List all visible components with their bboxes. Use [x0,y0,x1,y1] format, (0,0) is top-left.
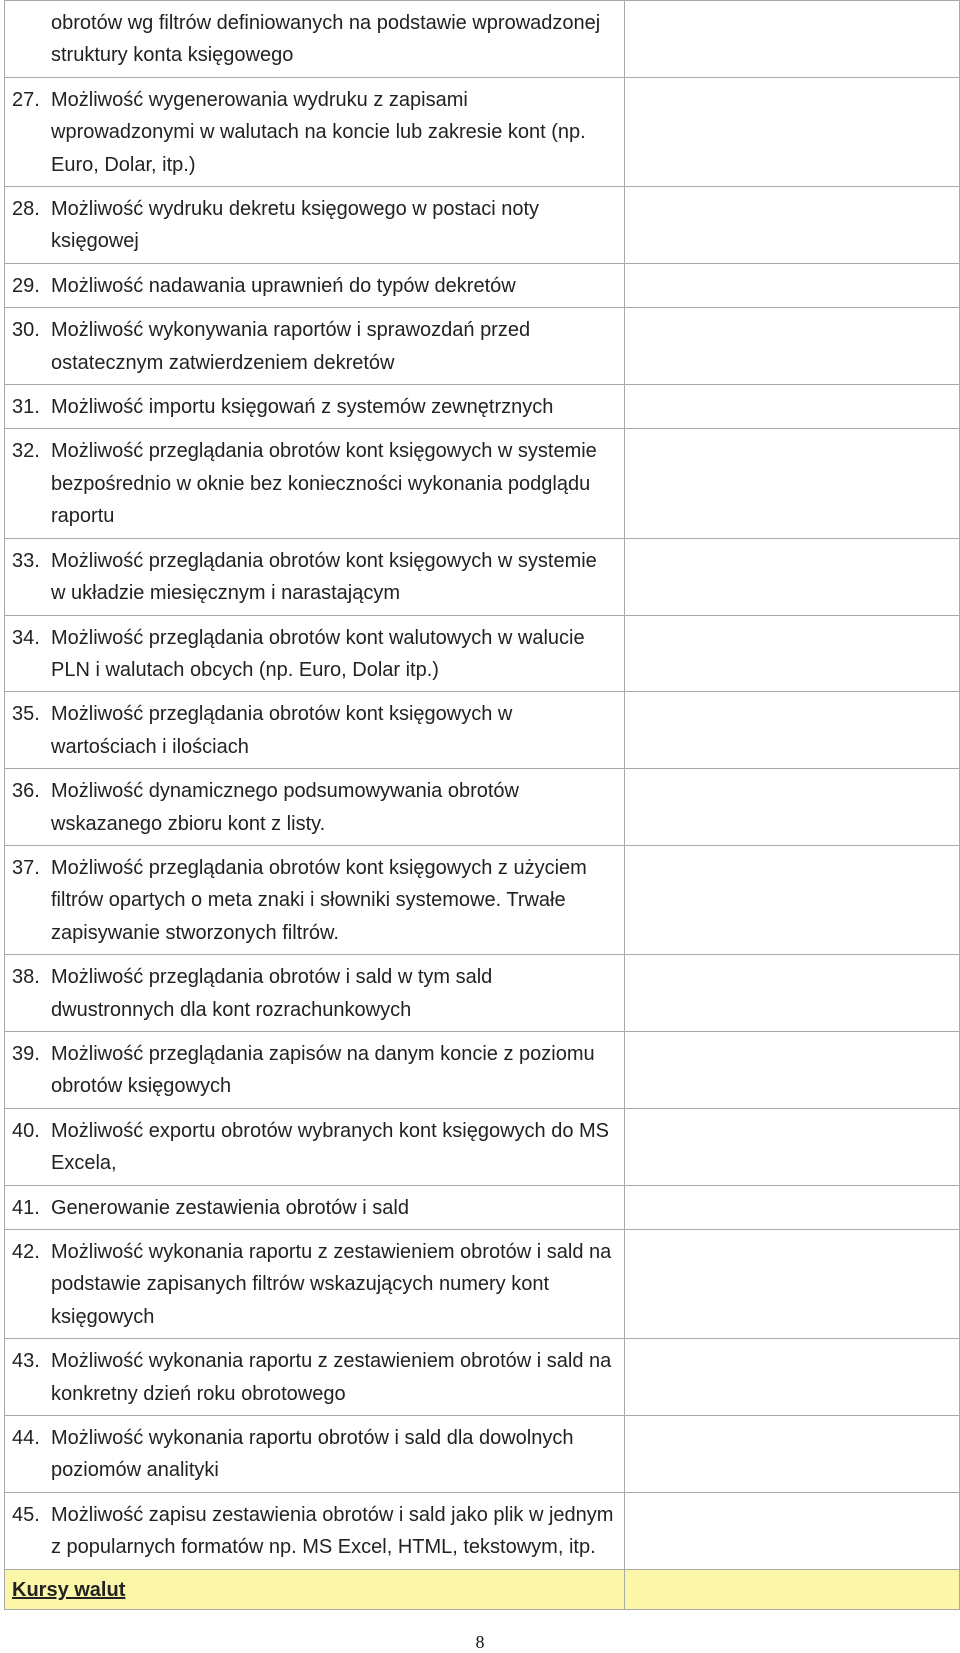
response-cell [625,1416,960,1493]
requirement-item [5,385,624,428]
requirement-item [5,264,624,307]
table-row [5,187,960,264]
requirement-text: Możliwość przeglądania obrotów kont księgowych w systemie w układzie miesięcznym i narastającym [51,549,597,605]
requirement-number: 40. [12,1119,40,1142]
table-row-continuation [5,1,960,78]
requirement-number: 33. [12,549,40,572]
requirement-text: Możliwość wykonania raportu z zestawieniem obrotów i sald na konkretny dzień roku obrotowego [51,1350,612,1405]
section-row [5,1569,960,1609]
requirement-number: 34. [12,626,40,649]
response-cell [625,769,960,846]
requirement-number: 36. [12,780,40,803]
requirement-text: Możliwość wygenerowania wydruku z zapisami wprowadzonymi w walutach na koncie lub zakresie kont (np. Euro, Dolar, itp.) [51,88,586,176]
response-cell [625,1,960,78]
requirement-cell [5,692,625,769]
response-cell [625,308,960,385]
section-cell [5,1569,625,1609]
requirement-text: Możliwość wykonywania raportów i sprawozdań przed ostatecznym zatwierdzeniem dekretów [51,319,531,374]
requirement-number: 39. [12,1042,40,1065]
response-cell [625,1185,960,1229]
table-row [5,845,960,954]
response-cell [625,1339,960,1416]
requirement-cell [5,429,625,538]
requirement-item [5,1032,624,1108]
requirement-number: 44. [12,1427,40,1450]
response-cell [625,538,960,615]
table-row [5,1031,960,1108]
requirement-item [5,187,624,263]
table-row [5,77,960,186]
requirement-number: 30. [12,319,40,342]
requirement-number: 32. [12,440,40,463]
requirement-number: 42. [12,1241,40,1263]
requirement-number: 43. [12,1350,40,1373]
requirement-item [5,1493,624,1569]
response-cell [625,1031,960,1108]
requirement-cell [5,1339,625,1416]
table-row [5,385,960,429]
requirement-item [5,846,624,954]
requirement-text: Możliwość przeglądania obrotów kont księgowych z użyciem filtrów opartych o meta znaki i słowniki systemowe. Trwałe zapisywanie stworzonych filtrów. [51,856,587,944]
requirements-table [4,0,960,1610]
table-row [5,538,960,615]
requirement-item [5,955,624,1031]
requirement-cell [5,1230,625,1339]
requirement-text: Możliwość dynamicznego podsumowywania obrotów wskazanego zbioru kont z listy. [51,780,519,835]
response-cell [625,263,960,307]
table-row [5,1185,960,1229]
table-row [5,1339,960,1416]
table-row [5,769,960,846]
requirement-cell [5,1,625,78]
requirement-cell [5,187,625,264]
requirement-cell [5,955,625,1032]
requirement-item [5,616,624,692]
requirement-text: Możliwość wykonania raportu z zestawieniem obrotów i sald na podstawie zapisanych filtrów wskazujących numery kont księgowych [51,1241,612,1328]
requirement-text: Możliwość importu księgowań z systemów zewnętrznych [51,396,554,419]
requirement-item [5,1416,624,1492]
table-row [5,1492,960,1569]
requirement-number: 41. [12,1196,40,1219]
table-row [5,692,960,769]
response-cell [625,615,960,692]
requirement-cell [5,1031,625,1108]
table-row [5,615,960,692]
section-heading: Kursy walut [12,1578,126,1601]
requirement-item [5,539,624,615]
requirement-number: 45. [12,1503,40,1526]
table-row [5,429,960,538]
requirement-cell [5,1185,625,1229]
response-cell [625,385,960,429]
requirement-cell [5,263,625,307]
requirement-text: Możliwość przeglądania obrotów kont księgowych w systemie bezpośrednio w oknie bez konieczności wykonania podglądu raportu [51,440,597,528]
requirement-cell [5,845,625,954]
requirement-text: Możliwość wykonania raportu obrotów i sald dla dowolnych poziomów analityki [51,1427,574,1482]
requirement-number: 29. [12,274,40,297]
requirement-text: Możliwość zapisu zestawienia obrotów i sald jako plik w jednym z popularnych formatów np. MS Excel, HTML, tekstowym, itp. [51,1503,614,1559]
page-number: 8 [475,1632,485,1652]
requirement-cell [5,1492,625,1569]
requirement-item [5,1339,624,1415]
continuation-text: obrotów wg filtrów definiowanych na podstawie wprowadzonej struktury konta księgowego [51,12,601,67]
section-response-cell [625,1569,960,1609]
requirement-cell [5,1416,625,1493]
response-cell [625,1492,960,1569]
requirement-number: 38. [12,966,40,989]
requirement-item [5,308,624,384]
requirement-cell [5,385,625,429]
requirement-text: Możliwość przeglądania obrotów kont walutowych w walucie PLN i walutach obcych (np. Euro, Dolar itp.) [51,626,585,681]
requirement-cell [5,308,625,385]
requirement-item [5,1109,624,1185]
requirement-text: Możliwość przeglądania obrotów kont księgowych w wartościach i ilościach [51,703,513,758]
requirement-text: Możliwość przeglądania obrotów i sald w tym sald dwustronnych dla kont rozrachunkowych [51,966,493,1021]
requirement-number: 35. [12,703,40,726]
response-cell [625,692,960,769]
requirement-cell [5,615,625,692]
response-cell [625,845,960,954]
requirement-item [5,769,624,845]
response-cell [625,1230,960,1339]
requirement-item [5,1186,624,1229]
requirement-number: 37. [12,856,40,879]
requirements-table-body [5,1,960,1610]
requirement-cell [5,77,625,186]
requirement-cell [5,769,625,846]
requirement-text: Generowanie zestawienia obrotów i sald [51,1196,409,1219]
response-cell [625,1108,960,1185]
table-row [5,955,960,1032]
table-row [5,1108,960,1185]
requirement-text: Możliwość przeglądania zapisów na danym koncie z poziomu obrotów księgowych [51,1042,595,1098]
requirement-text: Możliwość exportu obrotów wybranych kont księgowych do MS Excela, [51,1119,610,1175]
requirement-item [5,429,624,537]
requirement-cell [5,1108,625,1185]
requirement-item [5,1230,624,1338]
requirement-number: 31. [12,396,40,419]
response-cell [625,955,960,1032]
response-cell [625,77,960,186]
requirement-number: 28. [12,198,40,221]
requirement-cell [5,538,625,615]
requirement-number: 27. [12,88,40,111]
requirement-item [5,692,624,768]
requirement-item [5,78,624,186]
response-cell [625,429,960,538]
requirement-text: Możliwość wydruku dekretu księgowego w postaci noty księgowej [51,198,539,253]
table-row [5,1416,960,1493]
table-row [5,1230,960,1339]
response-cell [625,187,960,264]
table-row [5,263,960,307]
requirement-text: Możliwość nadawania uprawnień do typów dekretów [51,274,516,297]
table-row [5,308,960,385]
